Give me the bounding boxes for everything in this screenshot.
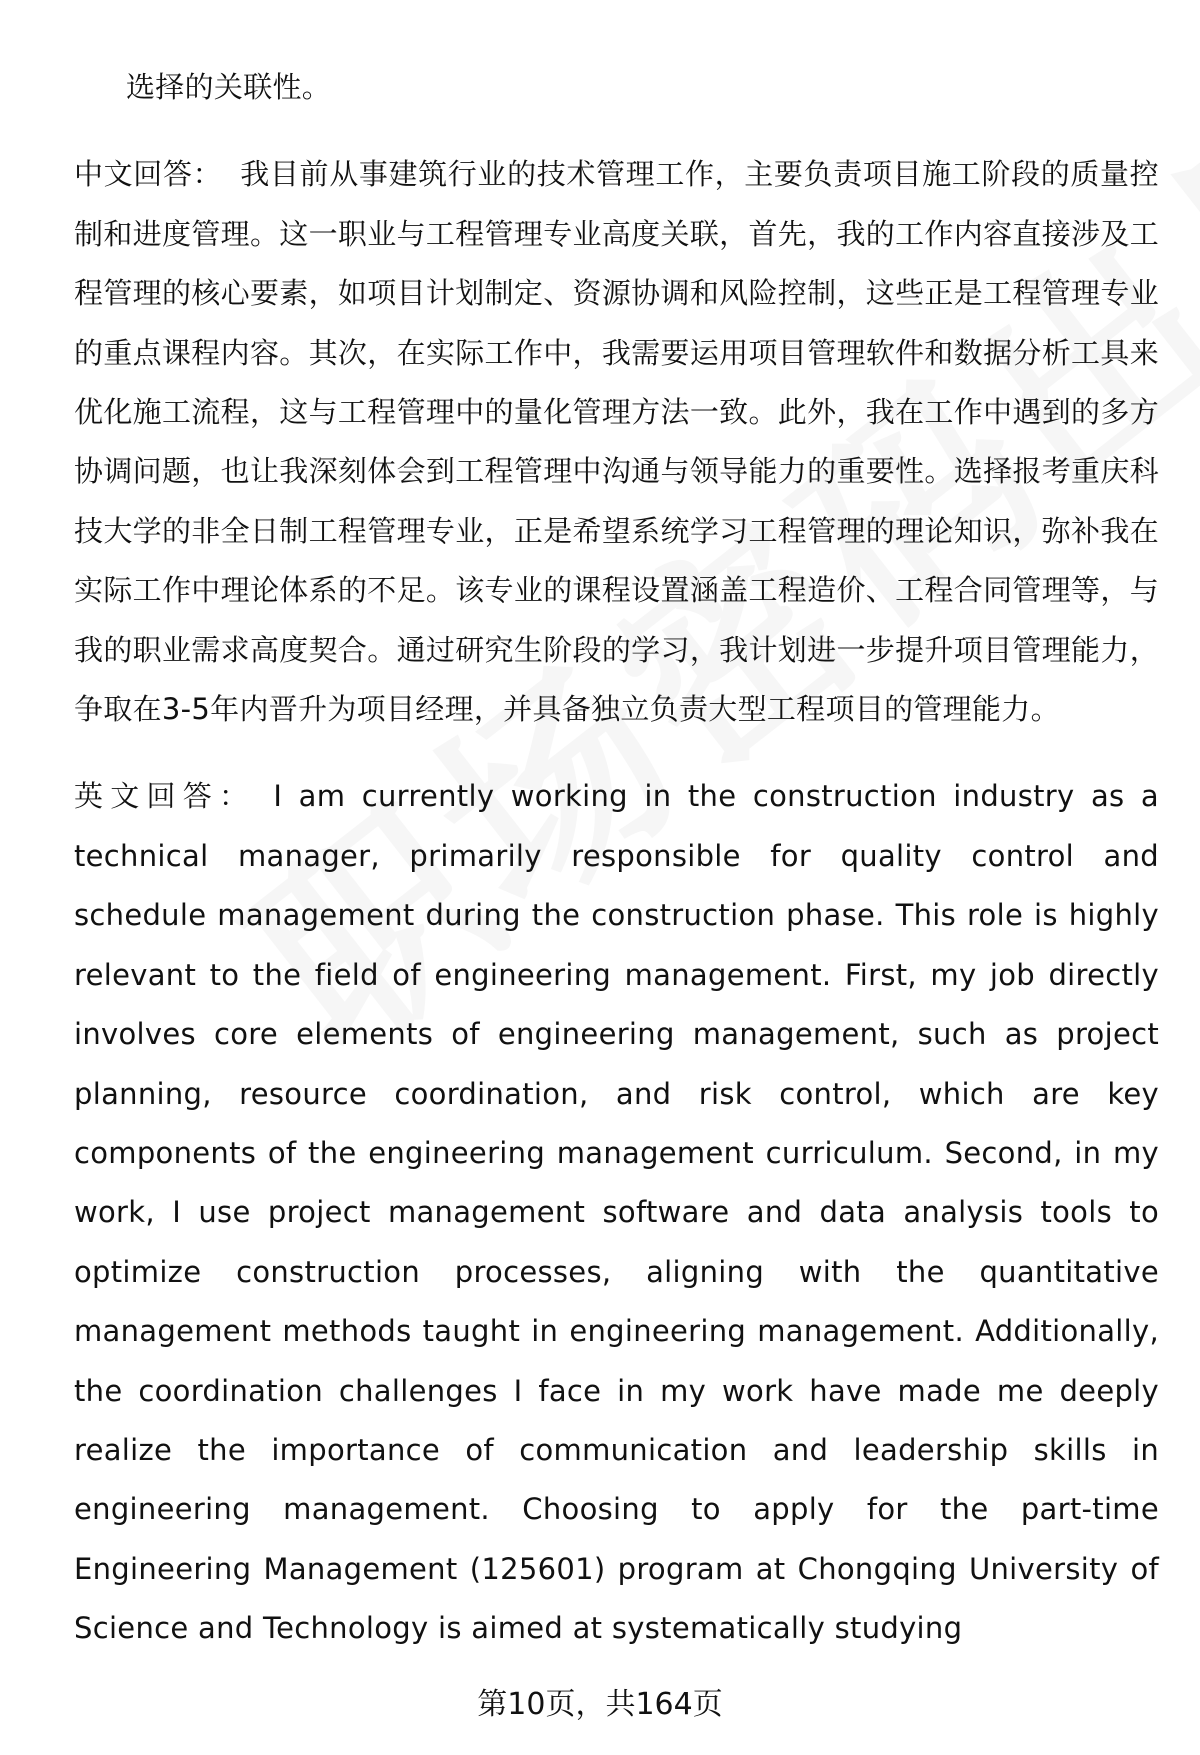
english-answer-label: 英文回答： (74, 779, 256, 814)
chinese-answer-paragraph (74, 145, 1159, 739)
chinese-answer-text: 我目前从事建筑行业的技术管理工作，主要负责项目施工阶段的质量控制和进度管理。这一职业与工程管理专业高度关联，首先，我的工作内容直接涉及工程管理的核心要素，如项目计划制定、资源协调和风险控制，这些正是工程管理专业的重点课程内容。其次，在实际工作中，我需要运用项目管理软件和数据分析工具来优化施工流程，这与工程管理中的量化管理方法一致。此外，我在工作中遇到的多方协调问题，也让我深刻体会到工程管理中沟通与领导能力的重要性。选择报考重庆科技大学的非全日制工程管理专业，正是希望系统学习工程管理的理论知识，弥补我在实际工作中理论体系的不足。该专业的课程设置涵盖工程造价、工程合同管理等，与我的职业需求高度契合。通过研究生阶段的学习，我计划进一步提升项目管理能力，争取在3-5年内晋升为项目经理，并具备独立负责大型工程项目的管理能力。 (74, 157, 1159, 727)
english-answer-text: I am currently working in the construction industry as a technical manager, primarily responsible for quality control and schedule management during the construction phase. This role is highly relevant to the field of engineering management. First, my job directly involves core elements of engineering management, such as project planning, resource coordination, and risk control, which are key components of the engineering management curriculum. Second, in my work, I use project management software and data analysis tools to optimize construction processes, aligning with the quantitative management methods taught in engineering management. Additionally, the coordination challenges I face in my work have made me deeply realize the importance of communication and leadership skills in engineering management. Choosing to apply for the part-time Engineering Management (125601) program at Chongqing University of Science and Technology is aimed at systematically studying (74, 779, 1159, 1646)
english-answer-paragraph (74, 767, 1159, 1658)
page-footer: 第10页，共164页 (477, 1687, 723, 1722)
chinese-answer-label: 中文回答： (74, 157, 223, 192)
document-body (74, 58, 1159, 1659)
continuation-line: 选择的关联性。 (126, 70, 332, 104)
